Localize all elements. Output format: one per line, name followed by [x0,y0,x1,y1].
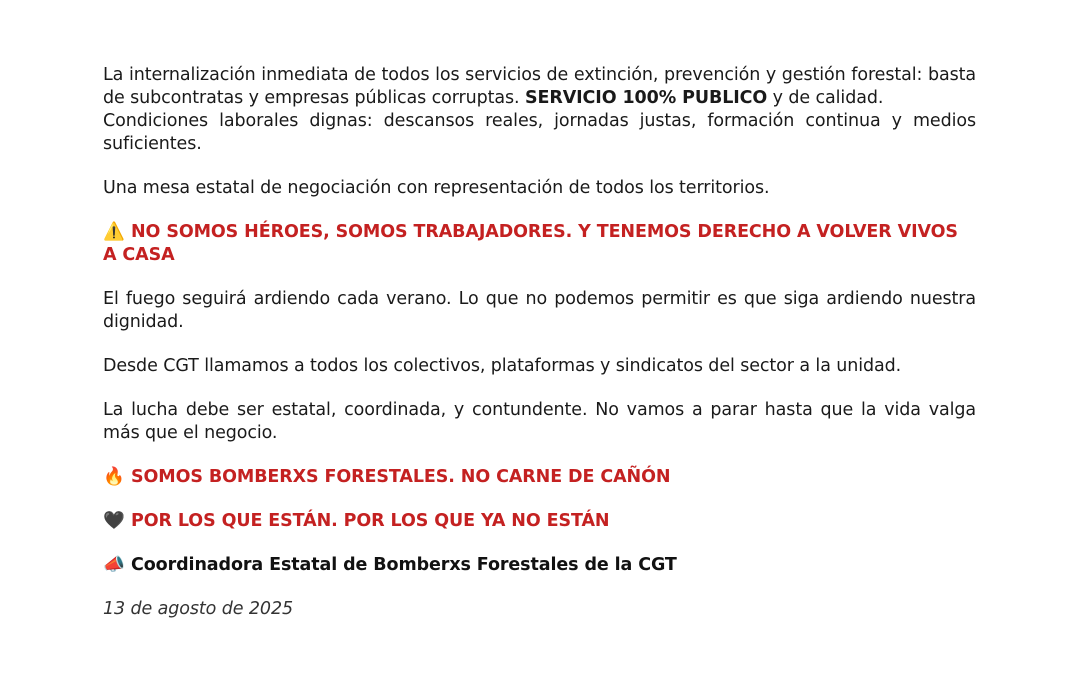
headline-no-somos-heroes [103,221,976,267]
paragraph-llamamiento: Desde CGT llamamos a todos los colectivos, plataformas y sindicatos del sector a la unidad. [103,356,902,376]
headline-bomberxs [103,466,976,489]
paragraph-mesa-estatal: Una mesa estatal de negociación con representación de todos los territorios. [103,178,770,198]
black-heart-icon: 🖤 [103,511,125,531]
signature-coordinadora-text: Coordinadora Estatal de Bomberxs Forestales de la CGT [131,555,677,575]
megaphone-icon: 📣 [103,555,125,575]
paragraph-fuego: El fuego seguirá ardiendo cada verano. Lo que no podemos permitir es que siga ardiendo nuestra dignidad. [103,289,976,332]
headline-bomberxs-text: SOMOS BOMBERXS FORESTALES. NO CARNE DE CAÑÓN [131,467,671,487]
publication-date: 13 de agosto de 2025 [103,599,294,619]
paragraph-lucha: La lucha debe ser estatal, coordinada, y contundente. No vamos a parar hasta que la vida valga más que el negocio. [103,400,976,443]
headline-por-los-que-estan [103,510,976,533]
headline-no-somos-heroes-text: NO SOMOS HÉROES, SOMOS TRABAJADORES. Y TENEMOS DERECHO A VOLVER VIVOS A CASA [103,222,958,265]
signature-coordinadora [103,554,976,577]
paragraph-internalizacion-text: La internalización inmediata de todos los servicios de extinción, prevención y gestión forestal: basta de subcontratas y empresas públicas corruptas. [103,65,976,108]
headline-por-los-que-estan-text: POR LOS QUE ESTÁN. POR LOS QUE YA NO ESTÁN [131,511,610,531]
paragraph-internalizacion-tail: y de calidad. [767,88,884,108]
paragraph-internalizacion [103,64,976,110]
servicio-publico-emphasis: SERVICIO 100% PUBLICO [524,88,768,108]
warning-icon: ⚠️ [103,222,125,242]
fire-icon: 🔥 [103,467,125,487]
document-body [103,64,976,642]
paragraph-condiciones: Condiciones laborales dignas: descansos reales, jornadas justas, formación continua y medios suficientes. [103,111,976,154]
